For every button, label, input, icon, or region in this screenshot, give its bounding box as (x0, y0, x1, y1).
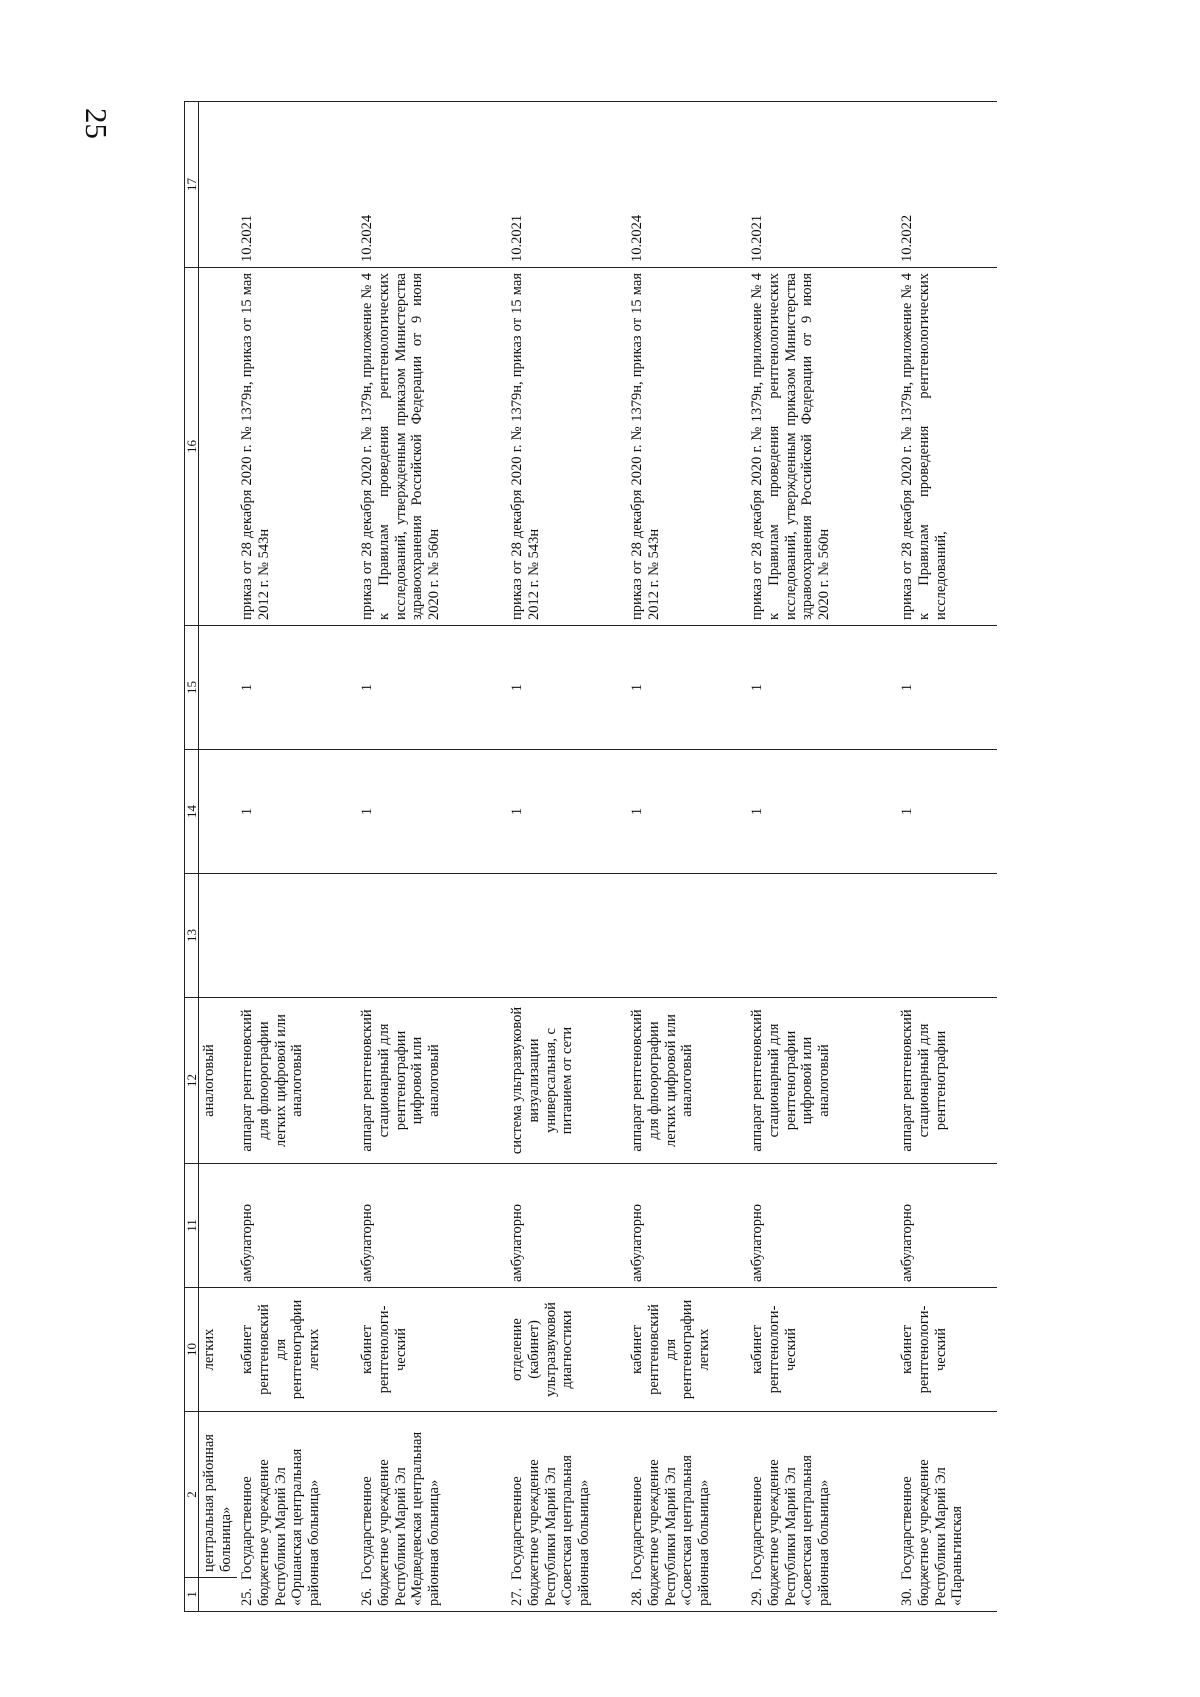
cell-equipment: аппарат рентгеновский стационарный для рентгенографии цифровой или аналоговый (747, 998, 897, 1164)
org-name: Государственное бюджетное учреждение Республики Марий Эл «Советская центральная районная больница» (509, 1455, 593, 1606)
table-row (357, 102, 507, 1612)
cell-org (357, 1412, 507, 1612)
cell-date: 10.2021 (747, 102, 897, 268)
header-row (185, 102, 199, 1612)
cell-date (199, 102, 238, 268)
cell-basis: приказ от 28 декабря 2020 г. № 1379н, приказ от 15 мая 2012 г. № 543н (507, 268, 627, 626)
cell-c13 (237, 874, 357, 998)
cell-c15: 1 (357, 626, 507, 750)
cell-org (747, 1412, 897, 1612)
cell-c13 (747, 874, 897, 998)
table-row (627, 102, 747, 1612)
rotated-table-area (184, 102, 966, 1612)
cell-unit: кабинет рентгенологи-ческий (897, 1288, 997, 1412)
org-name: Государственное бюджетное учреждение Республики Марий Эл «Параньгинская (899, 1459, 966, 1606)
cell-basis: приказ от 28 декабря 2020 г. № 1379н, приложение № 4 к Правилам проведения рентгенологических исследований, утвержденным приказом Министерства здравоохранения Российской Федерации от 9 июня 2020 г. № 560н (747, 268, 897, 626)
cell-org (507, 1412, 627, 1612)
cell-mode: амбулаторно (897, 1164, 997, 1288)
column-header: 12 (185, 998, 199, 1164)
cell-c13 (897, 874, 997, 998)
cell-unit: кабинет рентгенологи-ческий (747, 1288, 897, 1412)
table-row (237, 102, 357, 1612)
table-row (897, 102, 997, 1612)
cell-unit: отделение (кабинет) ультразвуковой диагностики (507, 1288, 627, 1412)
cell-c15: 1 (627, 626, 747, 750)
column-header: 17 (185, 102, 199, 268)
cell-c14: 1 (237, 750, 357, 874)
table-row (507, 102, 627, 1612)
row-number: 29. (749, 1587, 765, 1606)
cell-basis: приказ от 28 декабря 2020 г. № 1379н, приложение № 4 к Правилам проведения рентгенологических исследований, (897, 268, 997, 626)
cell-date: 10.2024 (357, 102, 507, 268)
row-number: 26. (359, 1587, 375, 1606)
cell-basis (199, 268, 238, 626)
cell-equipment: аналоговый (199, 998, 238, 1164)
cell-equipment: аппарат рентгеновский стационарный для рентгенографии цифровой или аналоговый (357, 998, 507, 1164)
cell-mode: амбулаторно (747, 1164, 897, 1288)
cell-basis: приказ от 28 декабря 2020 г. № 1379н, приказ от 15 мая 2012 г. № 543н (627, 268, 747, 626)
cell-equipment: аппарат рентгеновский стационарный для рентгенографии (897, 998, 997, 1164)
column-header: 11 (185, 1164, 199, 1288)
cell-c14: 1 (897, 750, 997, 874)
cell-no (199, 1578, 238, 1612)
org-name: Государственное бюджетное учреждение Республики Марий Эл «Оршанская центральная районная больница» (239, 1448, 323, 1606)
row-number: 30. (899, 1587, 915, 1606)
cell-date: 10.2022 (897, 102, 997, 268)
cell-org (627, 1412, 747, 1612)
cell-c14: 1 (627, 750, 747, 874)
cell-c15 (199, 626, 238, 750)
cell-equipment: система ультразвуковой визуализации универсальная, с питанием от сети (507, 998, 627, 1164)
cell-c14: 1 (747, 750, 897, 874)
cell-date: 10.2024 (627, 102, 747, 268)
column-header: 13 (185, 874, 199, 998)
org-name: Государственное бюджетное учреждение Республики Марий Эл «Медведевская центральная районная больница» (359, 1431, 443, 1606)
cell-unit: легких (199, 1288, 238, 1412)
column-header: 14 (185, 750, 199, 874)
cell-equipment: аппарат рентгеновский для флюорографии легких цифровой или аналоговый (237, 998, 357, 1164)
table-row (747, 102, 897, 1612)
cell-date: 10.2021 (237, 102, 357, 268)
cell-unit: кабинет рентгеновский для рентгенографии легких (237, 1288, 357, 1412)
cell-c13 (199, 874, 238, 998)
cell-c13 (507, 874, 627, 998)
cell-basis: приказ от 28 декабря 2020 г. № 1379н, приказ от 15 мая 2012 г. № 543н (237, 268, 357, 626)
cell-mode: амбулаторно (507, 1164, 627, 1288)
cell-c15: 1 (897, 626, 997, 750)
cell-basis: приказ от 28 декабря 2020 г. № 1379н, приложение № 4 к Правилам проведения рентгенологических исследований, утвержденным приказом Министерства здравоохранения Российской Федерации от 9 июня 2020 г. № 560н (357, 268, 507, 626)
cell-date: 10.2021 (507, 102, 627, 268)
column-header: 16 (185, 268, 199, 626)
row-number: 28. (629, 1587, 645, 1606)
cell-mode: амбулаторно (237, 1164, 357, 1288)
page-number: 25 (79, 108, 114, 139)
cell-unit: кабинет рентгеновский для рентгенографии легких (627, 1288, 747, 1412)
cell-org (897, 1412, 997, 1612)
equipment-table (184, 101, 997, 1612)
continuation-row (199, 102, 238, 1612)
cell-c15: 1 (747, 626, 897, 750)
cell-unit: кабинет рентгенологи-ческий (357, 1288, 507, 1412)
column-header: 10 (185, 1288, 199, 1412)
row-number: 25. (239, 1587, 255, 1606)
cell-c14: 1 (357, 750, 507, 874)
cell-c14 (199, 750, 238, 874)
cell-mode: амбулаторно (357, 1164, 507, 1288)
cell-equipment: аппарат рентгеновский для флюорографии легких цифровой или аналоговый (627, 998, 747, 1164)
cell-org: центральная районная больница» (199, 1412, 238, 1578)
cell-mode: амбулаторно (627, 1164, 747, 1288)
cell-c15: 1 (237, 626, 357, 750)
cell-c13 (627, 874, 747, 998)
row-number: 27. (509, 1587, 525, 1606)
column-header: 15 (185, 626, 199, 750)
cell-c13 (357, 874, 507, 998)
org-name: Государственное бюджетное учреждение Республики Марий Эл «Советская центральная районная больница» (629, 1455, 713, 1606)
column-header: 2 (185, 1412, 199, 1578)
cell-mode (199, 1164, 238, 1288)
column-header: 1 (185, 1578, 199, 1612)
cell-c14: 1 (507, 750, 627, 874)
org-name: Государственное бюджетное учреждение Республики Марий Эл «Советская центральная районная больница» (749, 1455, 833, 1606)
cell-c15: 1 (507, 626, 627, 750)
cell-org (237, 1412, 357, 1612)
